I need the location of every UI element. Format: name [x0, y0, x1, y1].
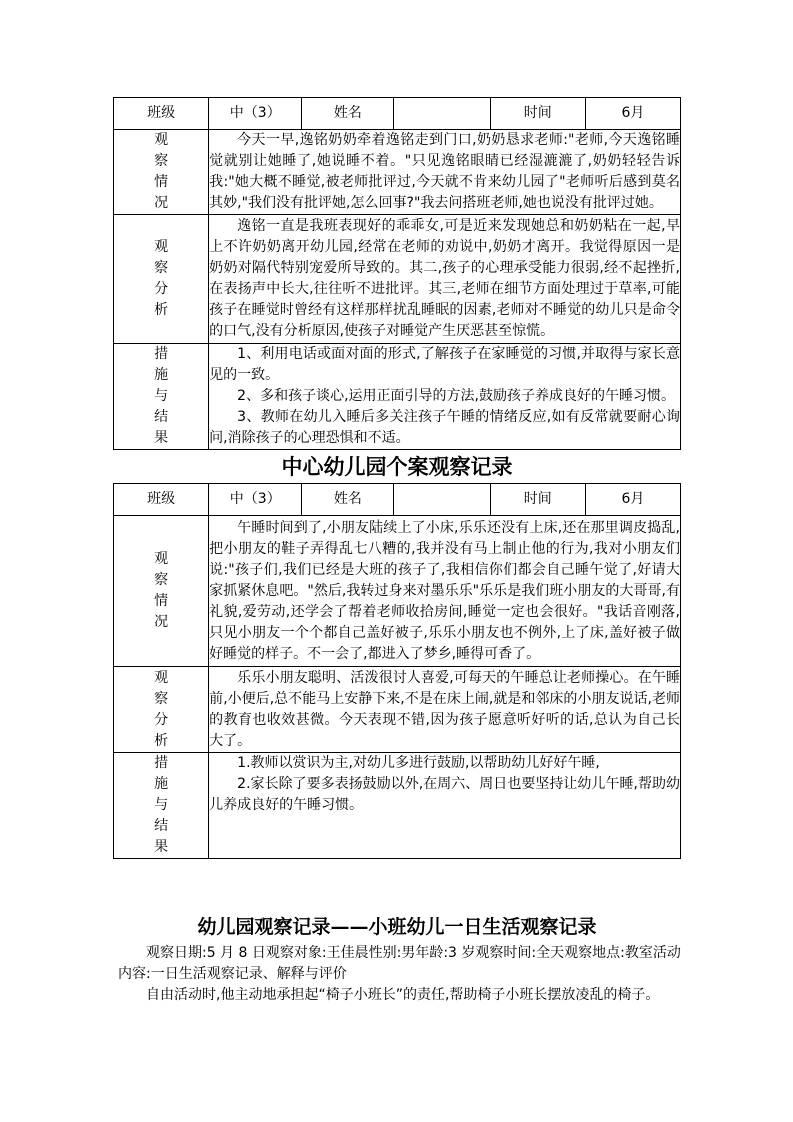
observation-label: 观 察 情 况 [114, 130, 209, 215]
measures-text [209, 753, 681, 859]
measures-text [209, 344, 681, 450]
observation-record-table-1 [113, 97, 681, 450]
observation-row [114, 516, 681, 667]
measures-row [114, 753, 681, 859]
time-label: 时间 [490, 98, 585, 130]
record2-title: 中心幼儿园个案观察记录 [281, 455, 513, 479]
measure-item: 3、教师在幼儿入睡后多关注孩子午睡的情绪反应,如有反常就要耐心询问,消除孩子的心理恐惧和不适。 [209, 409, 680, 446]
section3-info: 观察日期:5 月 8 日观察对象:王佳晨性别:男年龄:3 岁观察时间:全天观察地点:教室活动内容:一日生活观察记录、解释与评价 [118, 945, 681, 982]
measure-item: 1.教师以赏识为主,对幼儿多进行鼓励,以帮助幼儿好好午睡, [237, 755, 600, 771]
measures-row [114, 344, 681, 450]
name-value [394, 98, 490, 130]
analysis-text: 逸铭一直是我班表现好的乖乖女,可是近来发现她总和奶奶粘在一起,早上不许奶奶离开幼儿园,经常在老师的劝说中,奶奶才离开。我觉得原因一是奶奶对隔代特别宠爱所导致的。其二,孩子的心理承受能力很弱,经不起挫折,在表扬声中长大,往往听不进批评。其三,老师在细节方面处理过于草率,可能孩子在睡觉时曾经有这样那样扰乱睡眠的因素,老师对不睡觉的幼儿只是命令的口气,没有分析原因,使孩子对睡觉产生厌恶甚至惊慌。 [209, 215, 681, 344]
table-header-row [114, 484, 681, 516]
section3-paragraph: 自由活动时,他主动地承担起“椅子小班长”的责任,帮助椅子小班长摆放凌乱的椅子。 [146, 987, 660, 1003]
table-header-row [114, 98, 681, 130]
time-label: 时间 [490, 484, 585, 516]
name-label: 姓名 [302, 484, 394, 516]
analysis-label: 观 察 分 析 [114, 215, 209, 344]
analysis-label: 观 察 分 析 [114, 667, 209, 753]
measure-item: 2.家长除了要多表扬鼓励以外,在周六、周日也要坚持让幼儿午睡,帮助幼儿养成良好的午睡习惯。 [209, 776, 680, 813]
analysis-row [114, 215, 681, 344]
class-value: 中（3） [209, 98, 302, 130]
analysis-row [114, 667, 681, 753]
measure-item: 2、多和孩子谈心,运用正面引导的方法,鼓励孩子养成良好的午睡习惯。 [237, 388, 675, 404]
observation-label: 观 察 情 况 [114, 516, 209, 667]
class-label: 班级 [114, 484, 209, 516]
observation-row [114, 130, 681, 215]
class-label: 班级 [114, 98, 209, 130]
measures-label: 措 施 与 结 果 [114, 344, 209, 450]
time-value: 6月 [585, 98, 680, 130]
name-value [394, 484, 490, 516]
class-value: 中（3） [209, 484, 302, 516]
name-label: 姓名 [302, 98, 394, 130]
section3-title: 幼儿园观察记录——小班幼儿一日生活观察记录 [197, 916, 597, 938]
observation-text: 今天一早,逸铭奶奶牵着逸铭走到门口,奶奶恳求老师:"老师,今天逸铭睡觉就别让她睡了,她说睡不着。"只见逸铭眼睛已经湿漉漉了,奶奶轻轻告诉我:"她大概不睡觉,被老师批评过,今天就不肯来幼儿园了"老师听后感到莫名其妙,"我们没有批评她,怎么回事?"我去问搭班老师,她也说没有批评过她。 [209, 130, 681, 215]
measures-label: 措 施 与 结 果 [114, 753, 209, 859]
observation-record-table-2 [113, 483, 681, 859]
measure-item: 1、利用电话或面对面的形式,了解孩子在家睡觉的习惯,并取得与家长意见的一致。 [209, 346, 680, 383]
observation-text: 午睡时间到了,小朋友陆续上了小床,乐乐还没有上床,还在那里调皮捣乱,把小朋友的鞋子弄得乱七八糟的,我并没有马上制止他的行为,我对小朋友们说:"孩子们,我们已经是大班的孩子了,我相信你们都会自己睡午觉了,好请大家抓紧休息吧。"然后,我转过身来对墨乐乐"乐乐是我们班小朋友的大哥哥,有礼貌,爱劳动,还学会了帮着老师收拾房间,睡觉一定也会很好。"我话音刚落,只见小朋友一个个都自己盖好被子,乐乐小朋友也不例外,上了床,盖好被子做好睡觉的样子。不一会了,都进入了梦乡,睡得可香了。 [209, 516, 681, 667]
analysis-text: 乐乐小朋友聪明、活泼很讨人喜爱,可每天的午睡总让老师操心。在午睡前,小便后,总不能马上安静下来,不是在床上闹,就是和邻床的小朋友说话,老师的教育也收效甚微。今天表现不错,因为孩子愿意听好听的话,总认为自己长大了。 [209, 667, 681, 753]
time-value: 6月 [585, 484, 680, 516]
